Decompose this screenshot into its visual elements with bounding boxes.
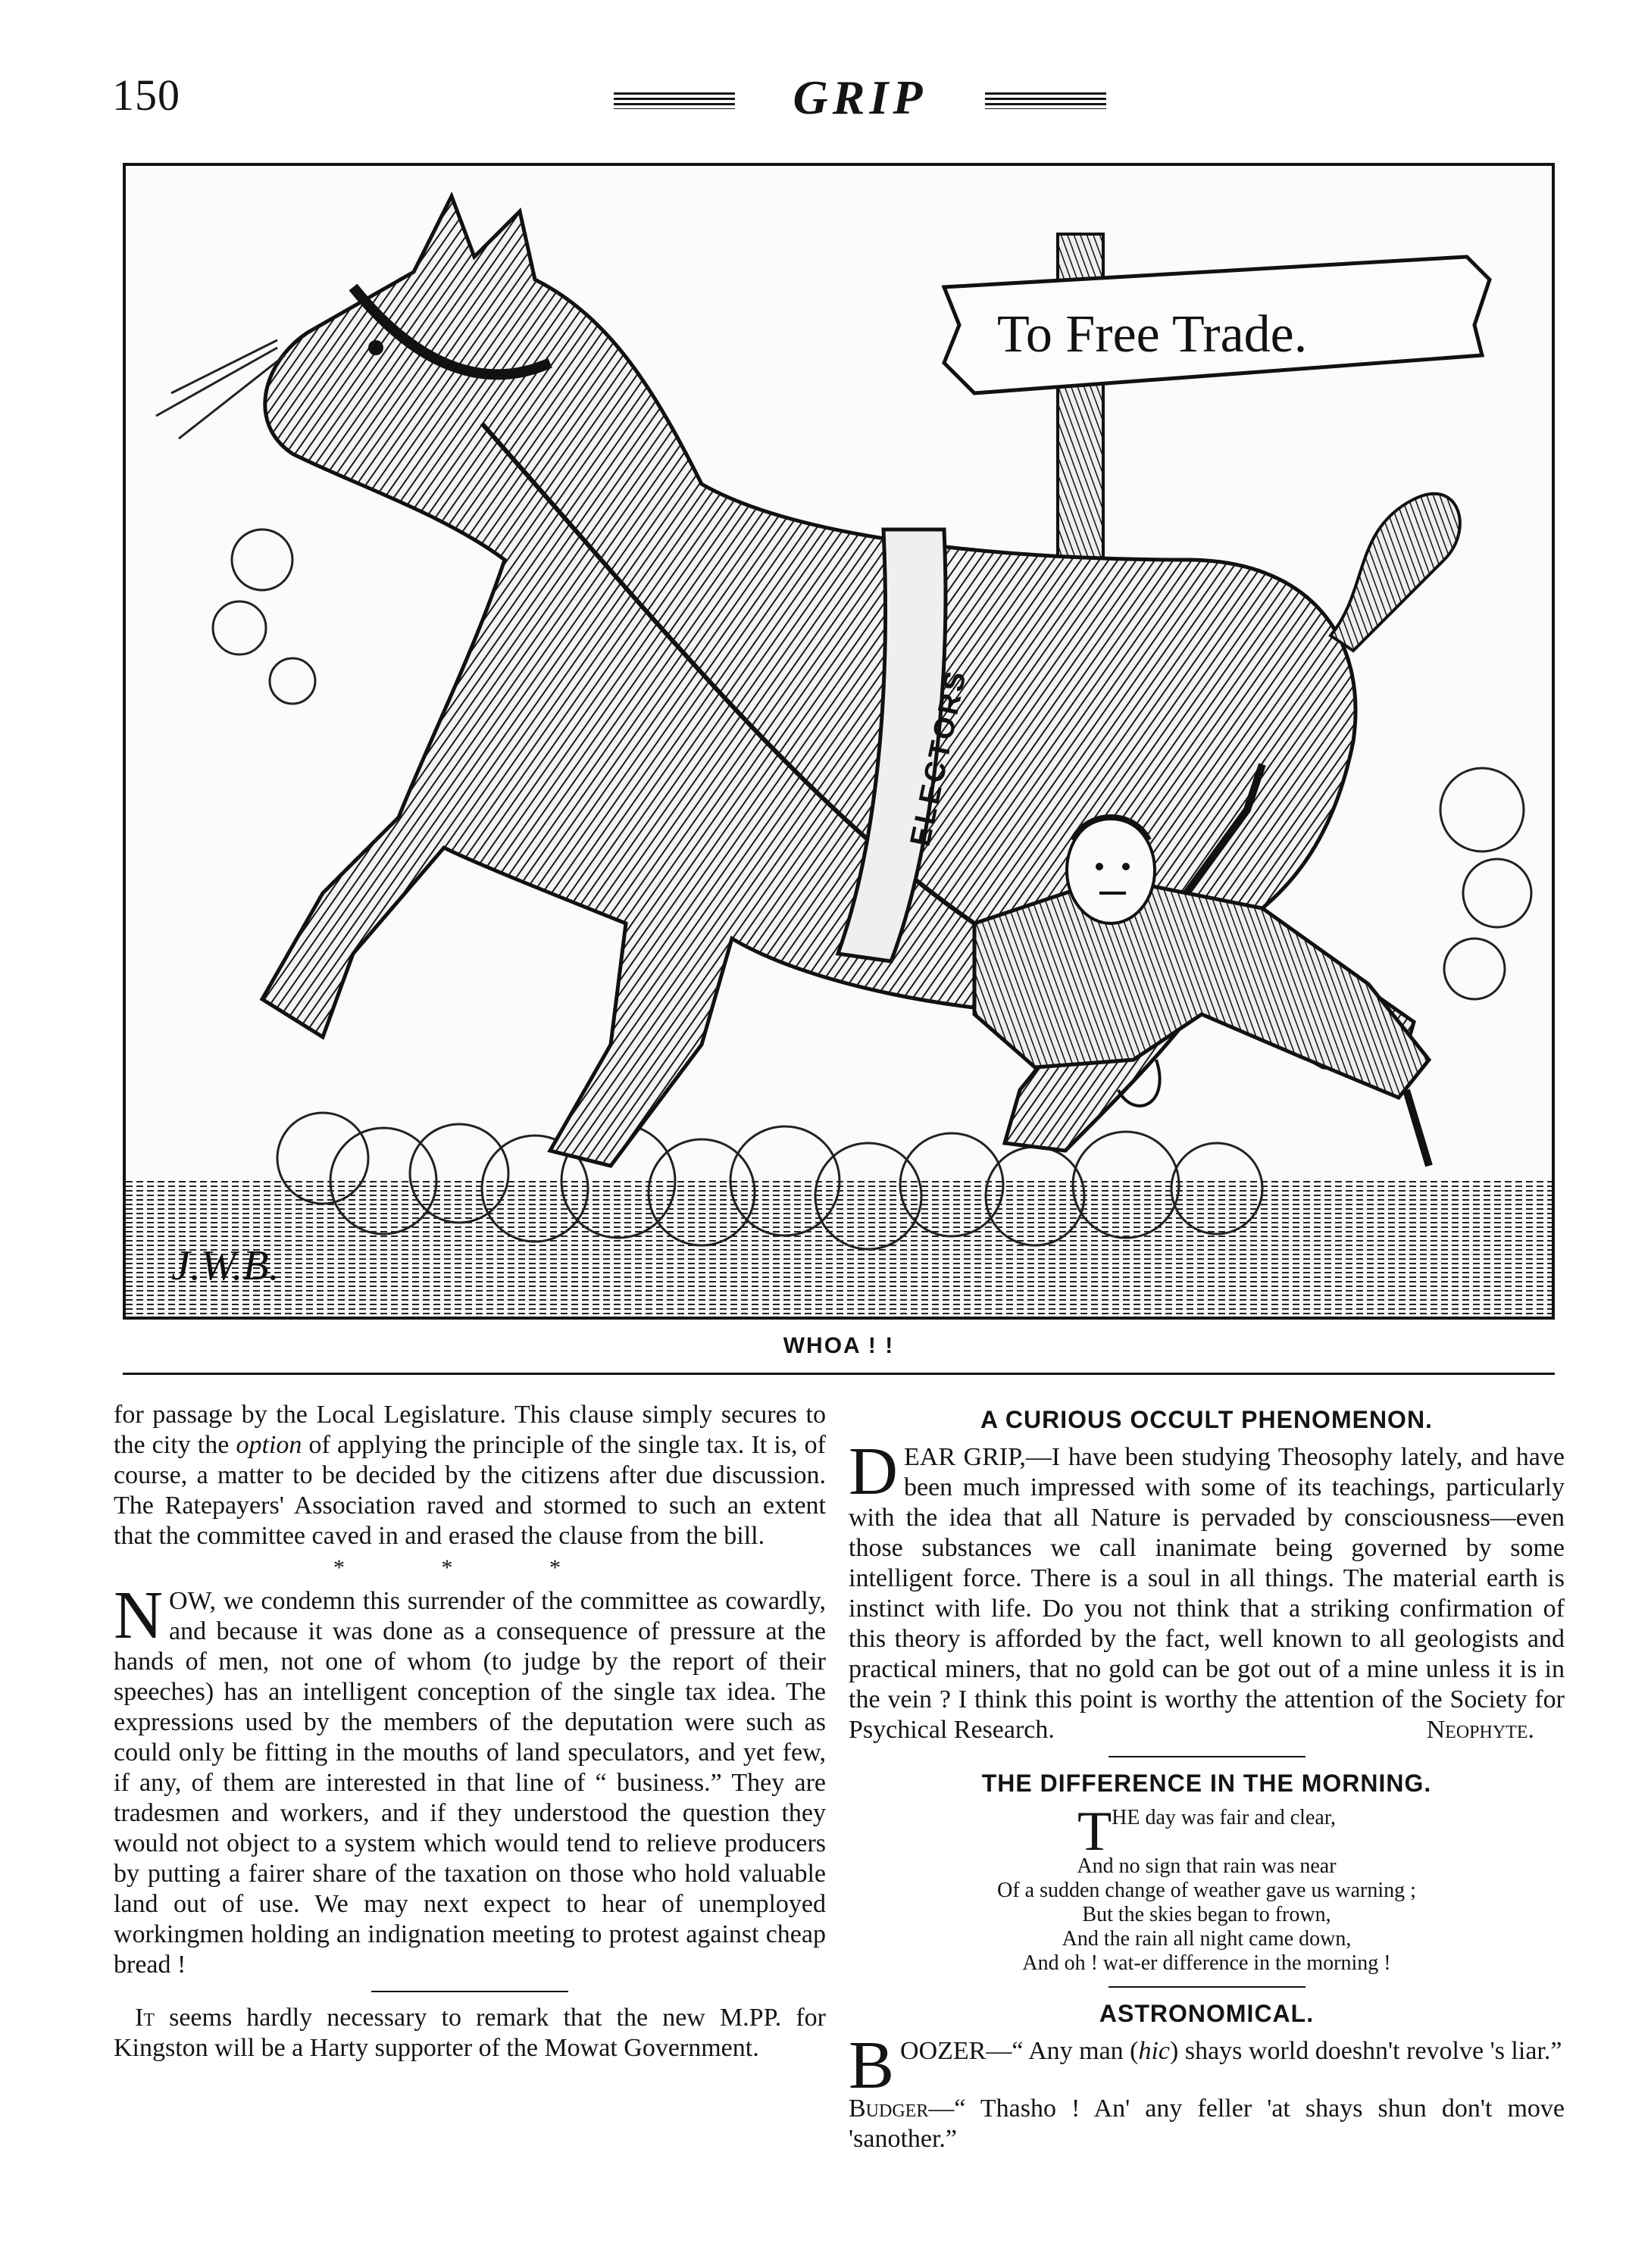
left-para-2: NOW, we condemn this surrender of the committee as cowardly, and because it was done as a consequence of pressure at the hands of men, not one of whom (to judge by the report of their speeches) has an intelligent conception of the single tax idea. The expressions used by the members of the deputation were such as could only be fitting in the mouths of land speculators, and yet few, if any, of them are interested in that line of “ business.” They are tradesmen and workers, and if they understood the question they would not object to a system which would tend to relieve producers by putting a fairer share of the taxation on those who hold valuable land out of use. We may next expect to hear of unemployed workingmen holding an indignation meeting to protest against cheap bread !: [114, 1578, 826, 1979]
astronomical-joke-2: Budger—“ Thasho ! An' any feller 'at shays shun don't move 'sanother.”: [849, 2095, 1565, 2153]
left-column: [114, 1400, 826, 2063]
masthead: [614, 70, 1106, 130]
heading-difference-morning: THE DIFFERENCE IN THE MORNING.: [981, 1770, 1432, 1797]
signature-neophyte: Neophyte.: [1426, 1716, 1534, 1744]
section-stars: * * *: [333, 1555, 606, 1580]
dropcap-b: B: [849, 2028, 895, 2103]
poem-line-4: But the skies began to frown,: [1082, 1903, 1331, 1926]
sash-text: ELECTORS: [904, 666, 974, 849]
poem-line-5: And the rain all night came down,: [1062, 1927, 1352, 1951]
poem-line-6: And oh ! wat-er difference in the morning !: [1022, 1951, 1391, 1975]
artist-mark: J.W.B.: [171, 1242, 280, 1289]
cartoon-drawing: [126, 166, 1552, 1317]
right-separator-2: [1108, 1986, 1305, 1988]
poem-line-3: Of a sudden change of weather gave us warning ;: [997, 1879, 1416, 1902]
right-separator-1: [1108, 1756, 1305, 1757]
page-number: 150: [112, 70, 180, 120]
masthead-rule-right: [985, 92, 1106, 109]
cartoon-illustration: [123, 163, 1555, 1320]
section-divider: [123, 1373, 1555, 1375]
dropcap-d: D: [849, 1434, 898, 1509]
poem: [849, 1801, 1565, 1976]
left-para-1: for passage by the Local Legislature. This clause simply secures to the city the option of applying the principle of the single tax. It is, of course, a matter to be decided by the citizens after due discussion. The Ratepayers' Association raved and stormed to such an extent that the committee caved in and erased the clause from the bill.: [114, 1401, 826, 1550]
cartoon-caption: WHOA ! !: [783, 1333, 895, 1358]
left-separator: [371, 1991, 568, 1992]
right-column: [849, 1400, 1565, 2154]
occult-letter: DEAR GRIP,—I have been studying Theosophy lately, and have been much impressed with some of its teachings, particularly with the idea that all Nature is pervaded by consciousness—even those substances we call inanimate being governed by some intelligent force. There is a soul in all things. The material earth is instinct with life. Do you not think that a striking confirmation of this theory is afforded by the fact, well known to all geologists and practical miners, that no gold can be got out of a mine unless it is in the vein ? I think this point is worthy the attention of the Society for Psychical Research. Neophyte.: [849, 1434, 1565, 1744]
heading-astronomical: ASTRONOMICAL.: [1099, 2000, 1315, 2027]
dropcap-n: N: [114, 1578, 163, 1653]
astronomical-joke-1: BOOZER—“ Any man (hic) shays world doeshn't revolve 's liar.”: [849, 2028, 1562, 2103]
signpost-text: To Free Trade.: [997, 305, 1308, 364]
masthead-title: GRIP: [793, 70, 927, 124]
poem-line-1: THE day was fair and clear,: [1077, 1801, 1337, 1863]
left-para-3: It seems hardly necessary to remark that the new M.PP. for Kingston will be a Harty supporter of the Mowat Government.: [114, 2004, 826, 2062]
poem-line-2: And no sign that rain was near: [1077, 1854, 1337, 1878]
heading-occult-phenomenon: A CURIOUS OCCULT PHENOMENON.: [980, 1406, 1433, 1433]
